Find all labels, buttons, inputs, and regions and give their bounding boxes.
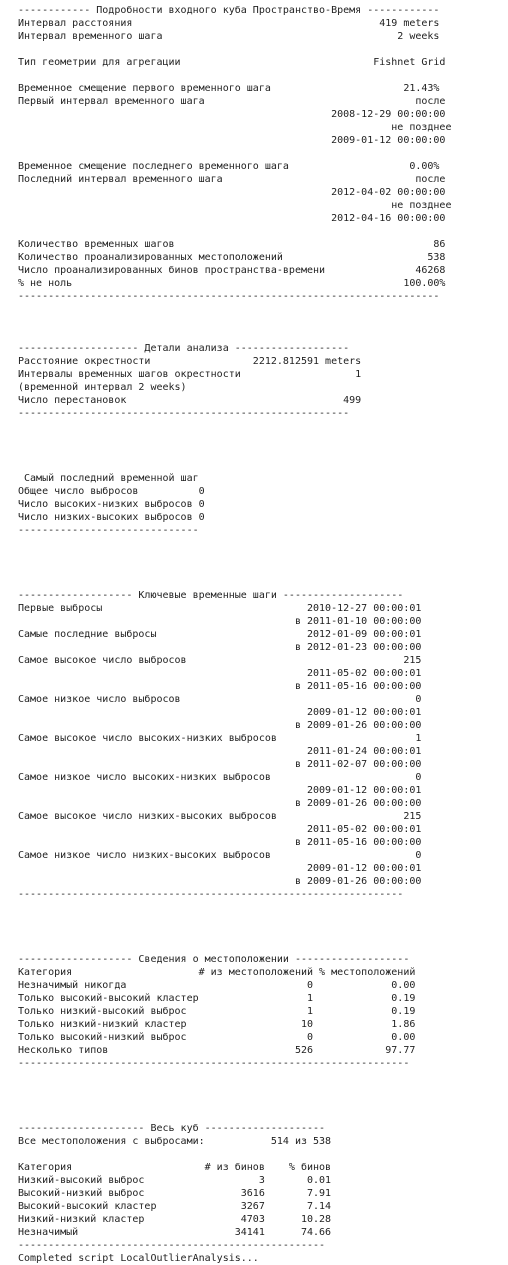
log-line: Все местоположения с выбросами: 514 из 538 bbox=[18, 1136, 332, 1147]
log-line: в 2011-02-07 00:00:00 bbox=[18, 759, 422, 770]
log-line: Незначимый никогда 0 0.00 bbox=[18, 980, 416, 991]
log-line: Низкий-низкий кластер 4703 10.28 bbox=[18, 1214, 332, 1225]
log-line bbox=[18, 563, 508, 576]
log-line: 2008-12-29 00:00:00 bbox=[18, 109, 446, 120]
log-line: Только низкий-низкий кластер 10 1.86 bbox=[18, 1019, 416, 1030]
log-line: Расстояние окрестности 2212.812591 meters bbox=[18, 356, 362, 367]
log-line: 2009-01-12 00:00:01 bbox=[18, 707, 422, 718]
log-line: Самое низкое число высоких-низких выбросов 0 bbox=[18, 772, 422, 783]
log-line bbox=[18, 225, 508, 238]
log-line: Только высокий-высокий кластер 1 0.19 bbox=[18, 993, 416, 1004]
log-line: Последний интервал временного шага после bbox=[18, 174, 446, 185]
log-line: Число высоких-низких выбросов 0 bbox=[18, 499, 205, 510]
log-line: 2012-04-02 00:00:00 bbox=[18, 187, 446, 198]
log-line: 2011-01-24 00:00:01 bbox=[18, 746, 422, 757]
log-line: в 2012-01-23 00:00:00 bbox=[18, 642, 422, 653]
log-line: 2011-05-02 00:00:01 bbox=[18, 824, 422, 835]
log-line: ---------------------------------------------------------------- bbox=[18, 889, 404, 900]
log-line bbox=[18, 1083, 508, 1096]
log-line: в 2009-01-26 00:00:00 bbox=[18, 876, 422, 887]
log-line bbox=[18, 446, 508, 459]
log-line: Только низкий-высокий выброс 1 0.19 bbox=[18, 1006, 416, 1017]
log-line bbox=[18, 1096, 508, 1109]
log-line: в 2011-05-16 00:00:00 bbox=[18, 681, 422, 692]
log-line: Количество проанализированных местоположений 538 bbox=[18, 252, 446, 263]
log-line: 2011-05-02 00:00:01 bbox=[18, 668, 422, 679]
log-line: ------------ Подробности входного куба Пространство-Время ------------ bbox=[18, 5, 440, 16]
log-line bbox=[18, 43, 508, 56]
log-line: 2009-01-12 00:00:00 bbox=[18, 135, 446, 146]
log-line: 2009-01-12 00:00:01 bbox=[18, 785, 422, 796]
log-line: ---------------------------------------------------------------------- bbox=[18, 291, 440, 302]
log-line bbox=[18, 576, 508, 589]
log-line bbox=[18, 459, 508, 472]
log-line: Число перестановок 499 bbox=[18, 395, 362, 406]
log-line: Число низких-высоких выбросов 0 bbox=[18, 512, 205, 523]
log-line: ------------------- Сведения о местоположении ------------------- bbox=[18, 954, 410, 965]
log-line: в 2011-01-10 00:00:00 bbox=[18, 616, 422, 627]
log-line: Интервал расстояния 419 meters bbox=[18, 18, 440, 29]
log-line bbox=[18, 69, 508, 82]
log-line: Временное смещение первого временного шага 21.43% bbox=[18, 83, 440, 94]
log-line: --------------------- Весь куб -------------------- bbox=[18, 1123, 326, 1134]
log-line: ----------------------------------------------------------------- bbox=[18, 1058, 410, 1069]
log-line: Самые последние выбросы 2012-01-09 00:00:01 bbox=[18, 629, 422, 640]
log-line: ------------------------------ bbox=[18, 525, 199, 536]
log-line bbox=[18, 1070, 508, 1083]
log-line: в 2009-01-26 00:00:00 bbox=[18, 798, 422, 809]
log-line: не позднее bbox=[18, 200, 452, 211]
log-line: Временное смещение последнего временного шага 0.00% bbox=[18, 161, 440, 172]
log-line: Тип геометрии для агрегации Fishnet Grid bbox=[18, 57, 446, 68]
log-line bbox=[18, 433, 508, 446]
log-line: --------------------------------------------------- bbox=[18, 1240, 326, 1251]
log-line: Completed script LocalOutlierAnalysis... bbox=[18, 1253, 259, 1264]
log-line: Категория # из бинов % бинов bbox=[18, 1162, 332, 1173]
log-line bbox=[18, 914, 508, 927]
log-line: в 2009-01-26 00:00:00 bbox=[18, 720, 422, 731]
log-line: Самый последний временной шаг bbox=[18, 473, 199, 484]
log-line bbox=[18, 537, 508, 550]
log-line: в 2011-05-16 00:00:00 bbox=[18, 837, 422, 848]
log-line: Высокий-низкий выброс 3616 7.91 bbox=[18, 1188, 332, 1199]
log-line: Количество временных шагов 86 bbox=[18, 239, 446, 250]
log-line: Низкий-высокий выброс 3 0.01 bbox=[18, 1175, 332, 1186]
log-line: Первые выбросы 2010-12-27 00:00:01 bbox=[18, 603, 422, 614]
log-line: Категория # из местоположений % местоположений bbox=[18, 967, 416, 978]
log-line: Число проанализированных бинов пространства-времени 46268 bbox=[18, 265, 446, 276]
log-line: Первый интервал временного шага после bbox=[18, 96, 446, 107]
log-line: Общее число выбросов 0 bbox=[18, 486, 205, 497]
log-line bbox=[18, 1148, 508, 1161]
log-line: Интервал временного шага 2 weeks bbox=[18, 31, 440, 42]
log-line: Самое низкое число низких-высоких выбросов 0 bbox=[18, 850, 422, 861]
log-line bbox=[18, 147, 508, 160]
log-line: (временной интервал 2 weeks) bbox=[18, 382, 187, 393]
log-line: Интервалы временных шагов окрестности 1 bbox=[18, 369, 362, 380]
log-line: ------------------------------------------------------- bbox=[18, 408, 350, 419]
log-line: % не ноль 100.00% bbox=[18, 278, 446, 289]
log-line: не позднее bbox=[18, 122, 452, 133]
log-line: Самое низкое число выбросов 0 bbox=[18, 694, 422, 705]
log-line: 2009-01-12 00:00:01 bbox=[18, 863, 422, 874]
log-line: Только высокий-низкий выброс 0 0.00 bbox=[18, 1032, 416, 1043]
log-line bbox=[18, 940, 508, 953]
log-line: Самое высокое число высоких-низких выбросов 1 bbox=[18, 733, 422, 744]
log-line: ------------------- Ключевые временные шаги -------------------- bbox=[18, 590, 404, 601]
log-line bbox=[18, 303, 508, 316]
log-line: -------------------- Детали анализа ------------------- bbox=[18, 343, 350, 354]
log-line: Самое высокое число выбросов 215 bbox=[18, 655, 422, 666]
log-line bbox=[18, 420, 508, 433]
log-line bbox=[18, 550, 508, 563]
log-line bbox=[18, 329, 508, 342]
log-line: Незначимый 34141 74.66 bbox=[18, 1227, 332, 1238]
log-line bbox=[18, 1109, 508, 1122]
log-line bbox=[18, 901, 508, 914]
log-line bbox=[18, 316, 508, 329]
log-line: Несколько типов 526 97.77 bbox=[18, 1045, 416, 1056]
log-line: Самое высокое число низких-высоких выбросов 215 bbox=[18, 811, 422, 822]
log-line: Высокий-высокий кластер 3267 7.14 bbox=[18, 1201, 332, 1212]
log-line bbox=[18, 927, 508, 940]
log-line: 2012-04-16 00:00:00 bbox=[18, 213, 446, 224]
